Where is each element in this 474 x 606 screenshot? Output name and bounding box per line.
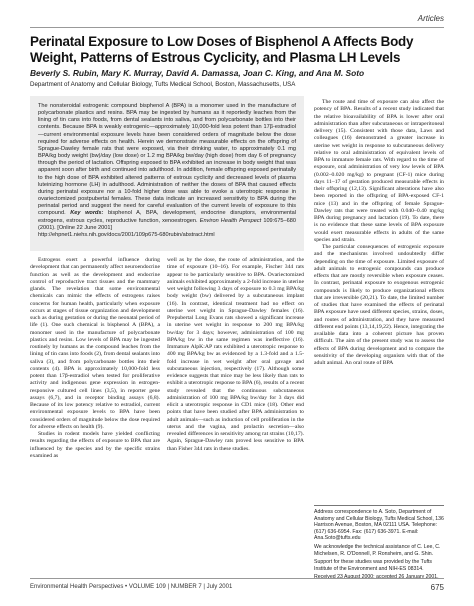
keywords-label: Key words: [70, 210, 104, 217]
keywords: bisphenol A, BPA, development, endocrine disruptors, environmental estrogens, estrous cycles, reproductive function, xenoestrogen. [38, 210, 296, 224]
paragraph: Studies in rodent models have yielded conflicting results regarding the effects of exposure to BPA that are influenced by the species and by the specific strains examined as [30, 431, 160, 459]
correspondence-address: Address correspondence to A. Soto, Department of Anatomy and Cellular Biology, Tufts Medical School, 136 Harrison Avenue, Boston, MA 02111 USA. Telephone: (617) 636-6954. Fax: (617) 636-3971. E-mail: Ana.Soto@tufts.edu [314, 509, 444, 542]
section-tag: Articles [417, 14, 444, 23]
correspondence-note [314, 505, 444, 583]
header-rule [30, 27, 444, 28]
footer-journal: Environmental Health Perspectives • VOLUME 109 | NUMBER 7 | July 2001 [30, 584, 233, 590]
body-column-1 [30, 257, 160, 573]
funding-note: Support for these studies was provided by the Tufts Institute of the Environment and NIH-ES 08314. [314, 559, 432, 572]
article-title: Perinatal Exposure to Low Doses of Bisphenol A Affects Body Weight, Patterns of Estrous Cyclicity, and Plasma LH Levels [30, 34, 414, 65]
paragraph: The particular consequences of estrogenic exposure and the mechanisms involved undoubtedly differ depending on the time of exposure. Limited exposure of adult animals to estrogenic compounds can produce effects that are mostly reversible when exposure ceases. In contrast, perinatal exposure to exogenous estrogenic compounds is likely to produce organizational effects that are irreversible (20,21). To date, the limited number of studies that have examined the effects of perinatal BPA exposure have used different species, strains, doses, and routes of administration, and they have measured different end points (13,14,19,22). Hence, integrating the available data into a coherent picture has proven difficult. The aim of the present study was to assess the effects of BPA during development and to compare the sensitivity of the developing organism with that of the adult animal. An oral route of BPA [314, 244, 444, 366]
author-list: Beverly S. Rubin, Mary K. Murray, David A. Damassa, Joan C. King, and Ana M. Soto [30, 68, 365, 78]
footer-rule [30, 578, 444, 579]
abstract-box [30, 96, 304, 251]
paragraph: The route and time of exposure can also affect the potency of BPA. Results of a recent study indicated that the relative bioavailability of BPA is lower after oral administration than after subcutaneous or intraperitoneal delivery (15). Consistent with those data, Laws and colleagues (16) demonstrated a greater increase in uterine wet weight in response to subcutaneous delivery relative to oral administration of equivalent levels of BPA to immature female rats. With regard to the time of exposure, oral administration of very low levels of BPA (0.002–0.020 mg/kg) to pregnant (CF-1) mice during days 11–17 of gestation produced measurable effects in their offspring (12,13). Significant alterations have also been reported in the offspring of BPA-exposed CF-1 mice (13) and in the offspring of female Sprague-Dawley rats that were treated with 0.040–0.40 mg/kg BPA during pregnancy and lactation (19). To date, there is no evidence that these same levels of BPA exposure would exert measurable effects in adults of the same species and strain. [314, 99, 444, 243]
abstract-body: The nonsteroidal estrogenic compound bisphenol A (BPA) is a monomer used in the manufacture of polycarbonate plastics and resins. BPA may be ingested by humans as it reportedly leaches from the lining of tin cans into foods, from dental sealants into saliva, and from polycarbonate bottles into their contents. Because BPA is weakly estrogenic—approximately 10,000-fold less potent than 17β-estradiol—current environmental exposure levels have been considered orders of magnitude below the dose required for adverse effects on health. Herein we demonstrate measurable effects on the offspring of Sprague-Dawley female rats that were exposed, via their drinking water, to approximately 0.1 mg BPA/kg body weight (bw)/day (low dose) or 1.2 mg BPA/kg bw/day (high dose) from day 6 of pregnancy through the period of lactation. Offspring exposed to BPA exhibited an increase in body weight that was apparent soon after birth and continued into adulthood. In addition, female offspring exposed perinatally to the high dose of BPA exhibited altered patterns of estrous cyclicity and decreased levels of plasma luteinizing hormone (LH) in adulthood. Administration of neither the doses of BPA that caused effects during perinatal exposure nor a 10-fold higher dose was able to evoke a uterotropic response in ovariectomized postpubertal females. These data indicate an increased sensitivity to BPA during the perinatal period and suggest the need for careful evaluation of the current levels of exposure to this compound. [38, 103, 296, 217]
author-affiliation: Department of Anatomy and Cellular Biology, Tufts Medical School, Boston, Massachusetts, USA [30, 81, 296, 88]
body-column-2 [167, 257, 304, 573]
paragraph: Estrogens exert a powerful influence during development that can permanently affect neuroendocrine function as well as the development and endocrine control of reproductive tract tissues and the mammary glands. The revelation that some environmental chemicals can mimic the effects of estrogens raises concerns for human health, particularly when exposure occurs at stages of tissue organization and development such as during gestation or during the neonatal period of life (1). One such chemical is bisphenol A (BPA), a monomer used in the manufacture of polycarbonate plastics and resins. Low levels of BPA may be ingested routinely by humans as the compound leaches from the lining of tin cans into foods (2), from dental sealants into saliva (3), and from polycarbonate bottles into their contents (4). BPA is approximately 10,000-fold less potent than 17β-estradiol when tested for proliferative activity and indigenous gene expression in estrogen-responsive cultured cell lines (3,5), in reporter gene assays (6,7), and in receptor binding assays (6,8). Because of its low potency relative to estradiol, current environmental exposure levels to BPA have been considered orders of magnitude below the dose required for adverse effects on health (9). [30, 257, 160, 430]
paragraph: well as by the dose, the route of administration, and the time of exposure (10–16). For example, Fischer 344 rats appear to be particularly sensitive to BPA. Ovariectomized animals exhibited approximately a 2-fold increase in uterine wet weight following 3 days of exposure to 0.3 mg BPA/kg body weight (bw) delivered by a subcutaneous implant (16). In contrast, identical treatment had no effect on uterine wet weight in Sprague-Dawley females (16). Prepubertal Long Evans rats showed a significant increase in uterine wet weight in response to 200 mg BPA/kg bw/day for 3 days; however, administration of 100 mg BPA/kg bw in the same regimen was ineffective (16). Immature AlpK:AP rats exhibited a uterotropic response to 400 mg BPA/kg bw as evidenced by a 1.3-fold and a 1.5-fold increase in wet weight after oral gavage and subcutaneous injection, respectively (17). Although some evidence suggests that mice may be less likely than rats to exhibit a uterotropic response to BPA (6), results of a recent study revealed that the continuous subcutaneous administration of 100 mg BPA/kg bw/day for 3 days did elicit a uterotropic response in CD1 mice (18). Other end points that have been studied after BPA administration to adult animals—such as induction of cell proliferation in the uterus and the vagina, and prolactin secretion—also revealed differences in sensitivity among rat strains (10,17). Again, Sprague-Dawley rats proved less sensitive to BPA than Fisher 344 rats in these studies. [167, 257, 304, 452]
abstract-url[interactable]: http://ehpnet1.niehs.nih.gov/docs/2001/109p675-680rubin/abstract.html [38, 231, 215, 238]
citation: 109:675–680 (2001). [Online 22 June 2001] [38, 217, 296, 231]
acknowledgment: We acknowledge the technical assistance of C. Lee, C. Michelsen, R. O'Donnell, P. Ronsheim, and G. Shin. [314, 543, 441, 557]
body-column-3 [314, 99, 444, 501]
journal-reference: Environ Health Perspect [199, 217, 262, 224]
page-number: 675 [430, 583, 444, 592]
